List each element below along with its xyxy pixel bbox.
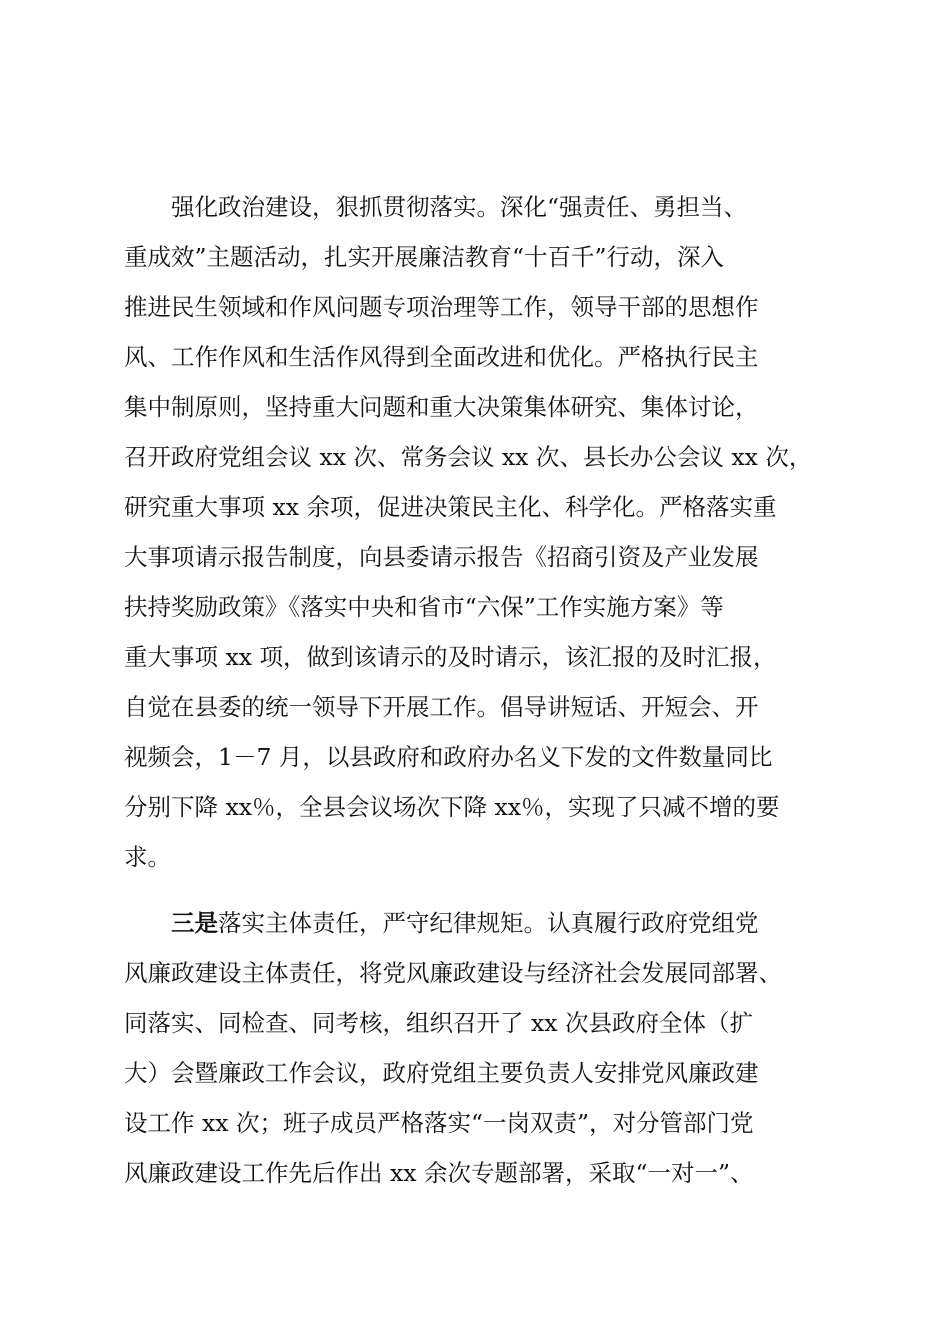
paragraph-1-line-10: 重大事项 xx 项，做到该请示的及时请示，该汇报的及时汇报， <box>124 643 777 671</box>
paragraph-1-line-3: 推进民生领域和作风问题专项治理等工作，领导干部的思想作 <box>124 293 759 321</box>
paragraph-1-line-6: 召开政府党组会议 xx 次、常务会议 xx 次、县长办公会议 xx 次， <box>124 443 813 471</box>
paragraph-1-line-1: 强化政治建设，狠抓贯彻落实。深化“强责任、勇担当、 <box>171 193 748 221</box>
paragraph-1-line-13: 分别下降 xx％，全县会议场次下降 xx％，实现了只减不增的要 <box>124 793 780 821</box>
paragraph-1-line-2: 重成效”主题活动，扎实开展廉洁教育“十百千”行动，深入 <box>124 243 725 271</box>
paragraph-2-line-2: 风廉政建设主体责任，将党风廉政建设与经济社会发展同部署、 <box>124 959 782 987</box>
paragraph-1-line-14: 求。 <box>124 843 171 871</box>
paragraph-1-line-8: 大事项请示报告制度，向县委请示报告《招商引资及产业发展 <box>124 543 759 571</box>
paragraph-2-lead: 三是 <box>171 909 218 937</box>
paragraph-1-line-4: 风、工作作风和生活作风得到全面改进和优化。严格执行民主 <box>124 343 759 371</box>
paragraph-1-line-11: 自觉在县委的统一领导下开展工作。倡导讲短话、开短会、开 <box>124 693 759 721</box>
paragraph-1-line-12: 视频会，1－7 月，以县政府和政府办名义下发的文件数量同比 <box>124 743 773 771</box>
paragraph-2-line-6: 风廉政建设工作先后作出 xx 余次专题部署，采取“一对一”、 <box>124 1159 754 1187</box>
paragraph-1-line-9: 扶持奖励政策》《落实中央和省市“六保”工作实施方案》等 <box>124 593 724 621</box>
paragraph-1-line-7: 研究重大事项 xx 余项，促进决策民主化、科学化。严格落实重 <box>124 493 777 521</box>
paragraph-2-line-3: 同落实、同检查、同考核，组织召开了 xx 次县政府全体（扩 <box>124 1009 753 1037</box>
paragraph-2-line-4: 大）会暨廉政工作会议，政府党组主要负责人安排党风廉政建 <box>124 1059 759 1087</box>
paragraph-2-line-1-text: 落实主体责任，严守纪律规矩。认真履行政府党组党 <box>218 909 759 937</box>
paragraph-1-line-5: 集中制原则，坚持重大问题和重大决策集体研究、集体讨论， <box>124 393 759 421</box>
paragraph-2-line-5: 设工作 xx 次；班子成员严格落实“一岗双责”，对分管部门党 <box>124 1109 754 1137</box>
paragraph-2-line-1 <box>171 898 759 948</box>
